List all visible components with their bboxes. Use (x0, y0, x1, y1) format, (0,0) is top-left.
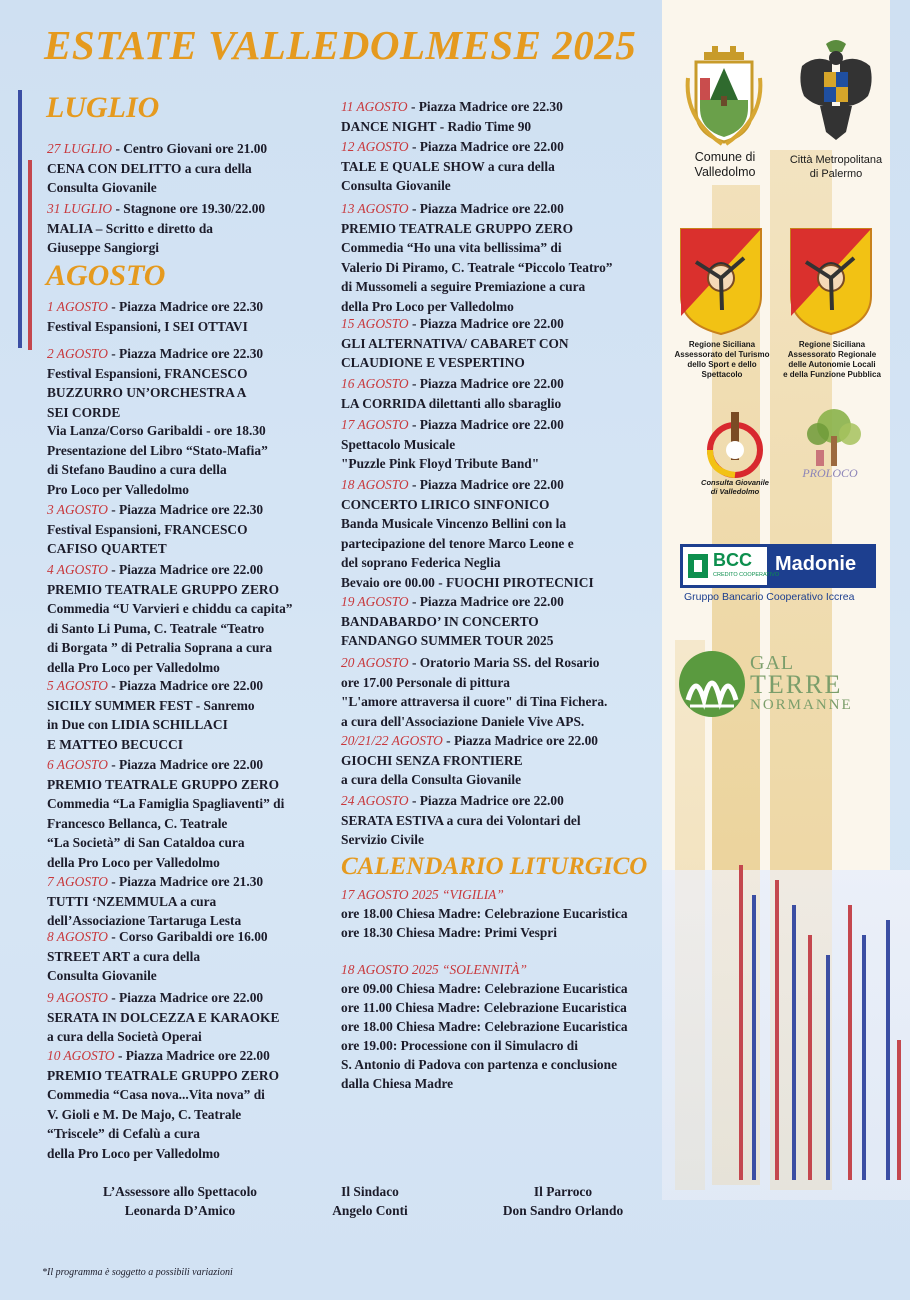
vigilia-line: ore 18.00 Chiesa Madre: Celebrazione Eucaristica (341, 906, 628, 921)
event-header (341, 374, 564, 394)
event-date: 27 LUGLIO (47, 141, 113, 156)
deco-line (775, 880, 779, 1180)
event-header (47, 755, 263, 775)
event-location-time: - Piazza Madrice ore 22.00 (408, 201, 564, 216)
event-date: 5 AGOSTO (47, 678, 108, 693)
event-date: 2 AGOSTO (47, 346, 108, 361)
event-detail-line: della Pro Loco per Valledolmo (47, 660, 220, 675)
event-header (341, 137, 564, 157)
bcc-name-text: Madonie (775, 553, 857, 575)
event-location-time: - Piazza Madrice ore 22.00 (408, 477, 564, 492)
event-location-time: - Centro Giovani ore 21.00 (112, 141, 268, 156)
signature-role: L’Assessore allo Spettacolo (103, 1184, 257, 1199)
event-detail-line: BUZZURRO UN’ORCHESTRA A (47, 385, 247, 401)
poster-title: ESTATE VALLEDOLMESE 2025 (44, 22, 637, 68)
disclaimer-note: *Il programma è soggetto a possibili variazioni (42, 1267, 233, 1278)
event-detail-line: Valerio Di Piramo, C. Teatrale “Piccolo Teatro” (341, 259, 613, 275)
event-detail-line: TUTTI ‘NZEMMULA a cura (47, 893, 217, 909)
event-detail-line: SERATA IN DOLCEZZA E KARAOKE (47, 1009, 280, 1025)
left-line-blue (18, 90, 22, 348)
bcc-sub-text: CREDITO COOPERATIVO (713, 572, 780, 578)
event-detail-line: PREMIO TEATRALE GRUPPO ZERO (47, 1067, 280, 1083)
event-header (341, 314, 564, 334)
deco-line (848, 905, 852, 1180)
event-date: 4 AGOSTO (47, 562, 108, 577)
regione-autonomie-shield-logo (788, 226, 874, 338)
pro-loco-caption: PROLOCO (802, 466, 858, 480)
vigilia-line: ore 18.30 Chiesa Madre: Primi Vespri (341, 925, 557, 940)
event-location-time: - Piazza Madrice ore 22.00 (408, 793, 564, 808)
event-date: 3 AGOSTO (47, 502, 108, 517)
event-location-time: - Piazza Madrice ore 22.00 (408, 417, 564, 432)
deco-line (752, 895, 756, 1180)
deco-line (826, 955, 830, 1180)
gal-text-3: NORMANNE (750, 697, 853, 713)
citta-metropolitana-caption: Città Metropolitana di Palermo (789, 154, 883, 180)
event-detail-line: Commedia “Ho una vita bellissima” di (341, 240, 562, 256)
deco-line (862, 935, 866, 1180)
event-location-time: - Oratorio Maria SS. del Rosario (408, 655, 600, 670)
event-date: 1 AGOSTO (47, 299, 108, 314)
regione-turismo-shield-logo (678, 226, 764, 338)
event-detail-line: Consulta Giovanile (47, 968, 157, 984)
event-header (47, 500, 263, 520)
event-detail-line: Consulta Giovanile (47, 180, 157, 196)
event-detail-line: FANDANGO SUMMER TOUR 2025 (341, 633, 554, 649)
event-date: 15 AGOSTO (341, 316, 409, 331)
event-detail-line: Francesco Bellanca, C. Teatrale (47, 815, 228, 831)
event-detail-line: in Due con LIDIA SCHILLACI (47, 717, 228, 733)
event-detail-line: MALIA – Scritto e diretto da (47, 220, 213, 236)
event-detail-line: “Triscele” di Cefalù a cura (47, 1126, 200, 1142)
event-detail-line: Festival Espansioni, I SEI OTTAVI (47, 318, 248, 334)
event-date: 18 AGOSTO (341, 477, 409, 492)
event-header (47, 344, 263, 364)
event-date: 6 AGOSTO (47, 757, 108, 772)
event-header (47, 1046, 270, 1066)
vigilia-title: 17 AGOSTO 2025 “VIGILIA” (341, 887, 504, 902)
event-location-time: - Piazza Madrice ore 22.00 (114, 1048, 270, 1063)
event-date: 8 AGOSTO (47, 929, 108, 944)
event-detail-line: STREET ART a cura della (47, 948, 201, 964)
event-date: 10 AGOSTO (47, 1048, 115, 1063)
deco-line (886, 920, 890, 1180)
event-detail-line: Commedia “U Varvieri e chiddu ca capita” (47, 601, 293, 617)
event-header (47, 988, 263, 1008)
bcc-mark-icon (686, 552, 710, 580)
solennita-line: ore 19.00: Processione con il Simulacro di (341, 1038, 578, 1053)
event-detail-line: V. Gioli e M. De Majo, C. Teatrale (47, 1106, 242, 1122)
event-detail-line: della Pro Loco per Valledolmo (47, 855, 220, 870)
signature-role: Il Sindaco (341, 1184, 399, 1199)
signature-role: Il Parroco (533, 1184, 593, 1199)
event-date: 12 AGOSTO (341, 139, 409, 154)
event-date: 20/21/22 AGOSTO (341, 733, 443, 748)
event-header (47, 139, 267, 159)
event-date: 16 AGOSTO (341, 376, 409, 391)
comune-crest-logo (682, 38, 766, 148)
event-location-time: - Piazza Madrice ore 21.30 (107, 874, 264, 889)
event-detail-line: Bevaio ore 00.00 - FUOCHI PIROTECNICI (341, 575, 594, 590)
event-detail-line: “La Società” di San Cataldoa cura (47, 835, 245, 851)
solennita-line: ore 11.00 Chiesa Madre: Celebrazione Eucaristica (341, 1000, 627, 1015)
event-detail-line: DANCE NIGHT - Radio Time 90 (341, 118, 532, 134)
event-location-time: - Piazza Madrice ore 22.30 (107, 502, 264, 517)
gal-text-1: GAL (750, 652, 795, 674)
event-detail-line: TALE E QUALE SHOW a cura della (341, 158, 555, 174)
gal-terre-normanne-logo (678, 650, 746, 718)
event-location-time: - Piazza Madrice ore 22.00 (408, 594, 564, 609)
event-header (341, 97, 563, 117)
signature-parroco (478, 1182, 648, 1220)
bcc-group-text: Gruppo Bancario Cooperativo Iccrea (684, 591, 855, 603)
event-detail-line: LA CORRIDA dilettanti allo sbaraglio (341, 395, 562, 411)
event-detail-line: della Pro Loco per Valledolmo (47, 1146, 220, 1161)
event-detail-line: Festival Espansioni, FRANCESCO (47, 521, 248, 537)
event-detail-line: GLI ALTERNATIVA/ CABARET CON (341, 335, 569, 351)
event-detail-line: a cura della Società Operai (47, 1029, 202, 1045)
solennita-title: 18 AGOSTO 2025 “SOLENNITÀ” (341, 962, 527, 977)
signature-assessore (70, 1182, 290, 1220)
citta-metropolitana-eagle-logo (796, 36, 876, 148)
event-detail-line: PREMIO TEATRALE GRUPPO ZERO (47, 581, 280, 597)
solennita-line: ore 09.00 Chiesa Madre: Celebrazione Eucaristica (341, 981, 628, 996)
event-detail-line: Commedia “Casa nova...Vita nova” di (47, 1087, 265, 1103)
event-detail-line: CONCERTO LIRICO SINFONICO (341, 496, 550, 512)
event-detail-line: CENA CON DELITTO a cura della (47, 160, 252, 176)
event-detail-line: PREMIO TEATRALE GRUPPO ZERO (47, 776, 280, 792)
event-detail-line: di Mussomeli a seguire Premiazione a cura (341, 279, 586, 295)
month-agosto: AGOSTO (46, 259, 166, 292)
event-header (47, 676, 263, 696)
event-detail-line: PREMIO TEATRALE GRUPPO ZERO (341, 220, 574, 236)
event-header (47, 199, 265, 219)
event-detail-line: Pro Loco per Valledolmo (47, 481, 189, 497)
left-line-red (28, 160, 32, 350)
event-detail-line: Consulta Giovanile (341, 178, 451, 194)
solennita-line: ore 18.00 Chiesa Madre: Celebrazione Eucaristica (341, 1019, 628, 1034)
event-detail-line: Festival Espansioni, FRANCESCO (47, 365, 248, 381)
event-detail-line: GIOCHI SENZA FRONTIERE (341, 752, 523, 768)
event-detail-line: di Stefano Baudino a cura della (47, 462, 227, 478)
lower-panel (662, 870, 910, 1200)
event-date: 7 AGOSTO (47, 874, 108, 889)
event-detail-line: Servizio Civile (341, 832, 424, 848)
event-detail-line: a cura dell'Associazione Daniele Vive APS. (341, 713, 585, 729)
event-location-time: - Piazza Madrice ore 22.00 (107, 678, 264, 693)
event-detail-line: CLAUDIONE E VESPERTINO (341, 355, 525, 371)
event-detail-line: del soprano Federica Neglia (341, 555, 501, 571)
event-detail-line: ore 17.00 Personale di pittura (341, 674, 510, 690)
event-header (341, 791, 564, 811)
event-date: 24 AGOSTO (341, 793, 409, 808)
event-header (47, 560, 263, 580)
event-detail-line: di Santo Li Puma, C. Teatrale “Teatro (47, 620, 265, 636)
event-detail-line: CAFISO QUARTET (47, 541, 167, 557)
event-location-time: - Piazza Madrice ore 22.30 (107, 299, 264, 314)
event-detail-line: dell’Associazione Tartaruga Lesta (47, 913, 242, 929)
event-detail-line: SEI CORDE (47, 404, 121, 420)
event-detail-line: Banda Musicale Vincenzo Bellini con la (341, 516, 567, 532)
event-header (341, 415, 564, 435)
consulta-caption: Consulta Giovanile di Valledolmo (701, 478, 769, 496)
event-detail-line: "Puzzle Pink Floyd Tribute Band" (341, 456, 540, 472)
event-date: 11 AGOSTO (341, 99, 408, 114)
deco-line (897, 1040, 901, 1180)
event-detail-line: della Pro Loco per Valledolmo (341, 299, 514, 314)
event-location-time: - Piazza Madrice ore 22.30 (107, 346, 264, 361)
comune-caption: Comune di Valledolmo (694, 150, 756, 179)
event-detail-line: BANDABARDO’ IN CONCERTO (341, 613, 539, 629)
event-detail-line: Via Lanza/Corso Garibaldi - ore 18.30 (47, 423, 266, 438)
event-detail-line: Commedia “La Famiglia Spagliaventi” di (47, 796, 285, 812)
signature-sindaco (300, 1182, 440, 1220)
event-header (47, 927, 268, 947)
event-header (47, 297, 263, 317)
event-header (341, 592, 564, 612)
bcc-brand-text: BCC (713, 550, 752, 570)
event-detail-line: "L'amore attraversa il cuore" di Tina Fichera. (341, 694, 608, 710)
event-location-time: - Piazza Madrice ore 22.00 (442, 733, 598, 748)
event-location-time: - Stagnone ore 19.30/22.00 (112, 201, 266, 216)
event-location-time: - Piazza Madrice ore 22.00 (408, 316, 564, 331)
regione-autonomie-caption: Regione Siciliana Assessorato Regionale delle Autonomie Locali e della Funzione Pubblica (783, 340, 881, 379)
month-luglio: LUGLIO (46, 91, 160, 124)
signature-name: Leonarda D’Amico (124, 1203, 236, 1218)
event-location-time: - Corso Garibaldi ore 16.00 (107, 929, 268, 944)
signature-name: Angelo Conti (332, 1203, 408, 1218)
solennita-line: dalla Chiesa Madre (341, 1076, 454, 1091)
event-detail-line: SICILY SUMMER FEST - Sanremo (47, 697, 255, 713)
liturgico-heading: CALENDARIO LITURGICO (341, 853, 648, 880)
event-date: 9 AGOSTO (47, 990, 108, 1005)
event-detail-line: di Borgata ” di Petralia Soprana a cura (47, 640, 273, 656)
event-date: 20 AGOSTO (341, 655, 409, 670)
event-detail-line: Presentazione del Libro “Stato-Mafia” (47, 442, 268, 458)
event-header (341, 653, 599, 673)
event-detail-line: SERATA ESTIVA a cura dei Volontari del (341, 812, 581, 828)
event-detail-line: Giuseppe Sangiorgi (47, 240, 159, 256)
solennita-line: S. Antonio di Padova con partenza e conclusione (341, 1057, 618, 1072)
event-location-time: - Piazza Madrice ore 22.00 (107, 562, 264, 577)
event-location-time: - Piazza Madrice ore 22.00 (408, 376, 564, 391)
event-location-time: - Piazza Madrice ore 22.00 (408, 139, 564, 154)
gal-text-2: TERRE (750, 670, 843, 699)
pro-loco-tree-logo (796, 408, 872, 470)
event-detail-line: Spettacolo Musicale (341, 436, 456, 452)
regione-turismo-caption: Regione Siciliana Assessorato del Turismo dello Sport e dello Spettacolo (674, 340, 770, 379)
event-detail-line: a cura della Consulta Giovanile (341, 772, 522, 788)
event-detail-line: E MATTEO BECUCCI (47, 736, 183, 752)
deco-line (808, 935, 812, 1180)
event-detail-line: partecipazione del tenore Marco Leone e (341, 535, 574, 551)
event-location-time: - Piazza Madrice ore 22.30 (407, 99, 563, 114)
event-header (47, 872, 263, 892)
event-location-time: - Piazza Madrice ore 22.00 (107, 990, 264, 1005)
event-date: 31 LUGLIO (47, 201, 113, 216)
deco-line (792, 905, 796, 1180)
event-header (341, 199, 564, 219)
event-location-time: - Piazza Madrice ore 22.00 (107, 757, 264, 772)
consulta-giovanile-logo (702, 410, 768, 478)
event-date: 13 AGOSTO (341, 201, 409, 216)
signature-name: Don Sandro Orlando (502, 1203, 624, 1218)
event-date: 19 AGOSTO (341, 594, 409, 609)
event-date: 17 AGOSTO (341, 417, 409, 432)
event-header (341, 731, 598, 751)
deco-line (739, 865, 743, 1180)
event-header (341, 475, 564, 495)
